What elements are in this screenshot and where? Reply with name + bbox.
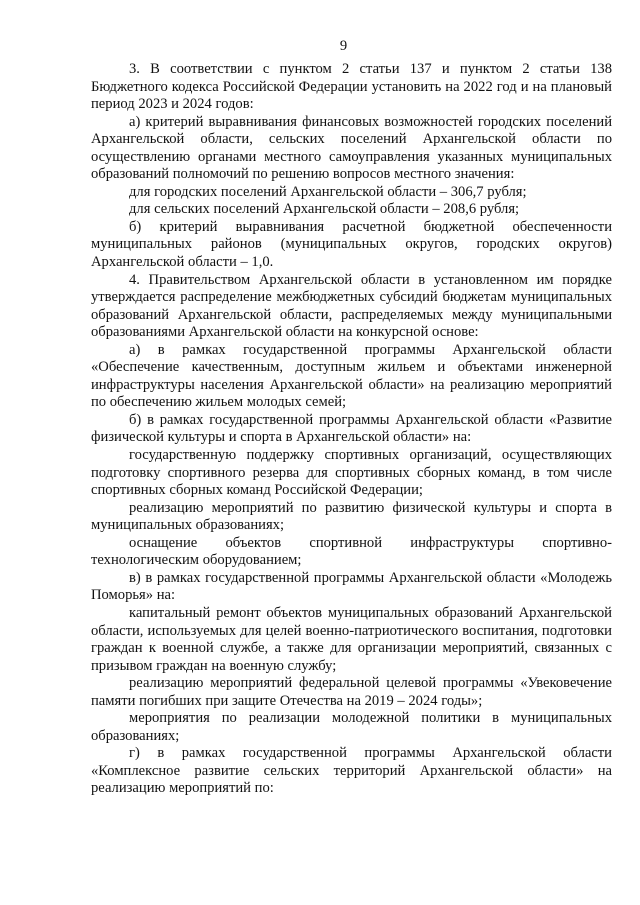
paragraph-capital-repair: капитальный ремонт объектов муниципальных образований Архангельской области, используемых для целей военно-патриотического воспитания, подготовки граждан к военной службе, а также для организации мероприятий, связанных с призывом граждан на военную службу; — [91, 604, 612, 674]
paragraph-item-4: 4. Правительством Архангельской области в установленном им порядке утверждается распределение межбюджетных субсидий бюджетам муниципальных образований Архангельской области, распределяемых между муниципальными образованиями Архангельской области на конкурсной основе: — [91, 271, 612, 341]
paragraph-subitem-b-sport: б) в рамках государственной программы Архангельской области «Развитие физической культуры и спорта в Архангельской области» на: — [91, 411, 612, 446]
paragraph-sport-organizations: государственную поддержку спортивных организаций, осуществляющих подготовку спортивного резерва для спортивных сборных команд, в том числе спортивных сборных команд Российской Федерации; — [91, 447, 612, 499]
paragraph-urban-settlements: для городских поселений Архангельской области – 306,7 рубля; — [129, 183, 527, 200]
paragraph-sport-development: реализацию мероприятий по развитию физической культуры и спорта в муниципальных образованиях; — [91, 499, 612, 534]
paragraph-subitem-a-housing: а) в рамках государственной программы Архангельской области «Обеспечение качественным, доступным жильем и объектами инженерной инфраструктуры населения Архангельской области» на реализацию мероприятий по обеспечению жильем молодых семей; — [91, 341, 612, 411]
paragraph-rural-settlements: для сельских поселений Архангельской области – 208,6 рубля; — [129, 201, 520, 218]
paragraph-subitem-a: а) критерий выравнивания финансовых возможностей городских поселений Архангельской области, сельских поселений Архангельской области по осуществлению органами местного самоуправления указанных муниципальных образований полномочий по решению вопросов местного значения: — [91, 113, 612, 183]
page-number: 9 — [339, 38, 348, 54]
paragraph-youth-policy: мероприятия по реализации молодежной политики в муниципальных образованиях; — [91, 710, 612, 744]
paragraph-subitem-v-youth: в) в рамках государственной программы Архангельской области «Молодежь Поморья» на: — [91, 569, 612, 604]
paragraph-subitem-b: б) критерий выравнивания расчетной бюджетной обеспеченности муниципальных районов (муниципальных округов, городских округов) Архангельской области – 1,0. — [91, 218, 612, 271]
paragraph-sport-equipment: оснащение объектов спортивной инфраструктуры спортивно-технологическим оборудованием; — [91, 534, 612, 569]
paragraph-memory-program: реализацию мероприятий федеральной целевой программы «Увековечение памяти погибших при защите Отечества на 2019 – 2024 годы»; — [91, 675, 612, 709]
paragraph-item-3: 3. В соответствии с пунктом 2 статьи 137 и пунктом 2 статьи 138 Бюджетного кодекса Российской Федерации установить на 2022 год и на плановый период 2023 и 2024 годов: — [91, 61, 612, 113]
paragraph-subitem-g-rural: г) в рамках государственной программы Архангельской области «Комплексное развитие сельских территорий Архангельской области» на реализацию мероприятий по: — [91, 745, 612, 797]
